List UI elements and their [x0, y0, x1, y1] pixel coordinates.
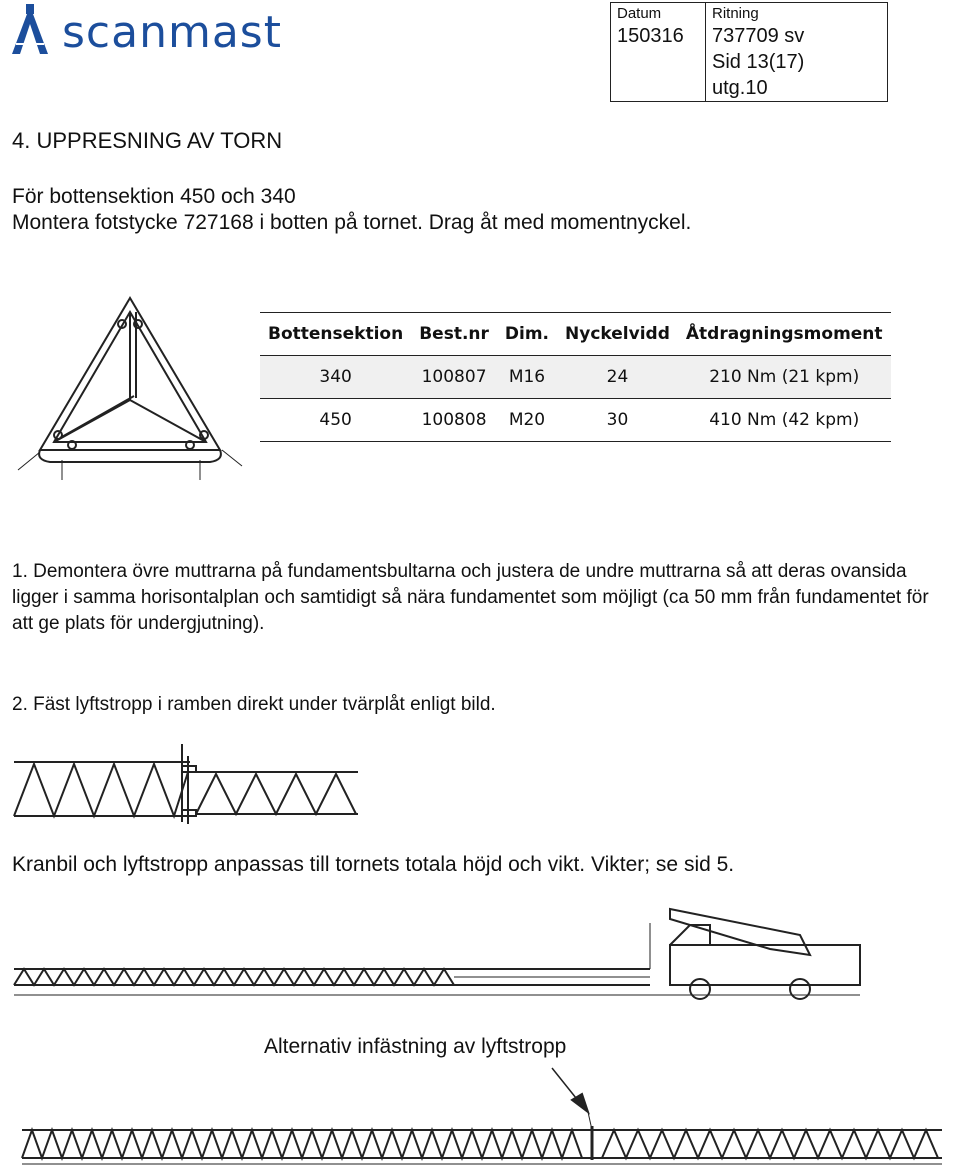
- step-2-text: 2. Fäst lyftstropp i ramben direkt under tvärplåt enligt bild.: [12, 694, 496, 715]
- ritning-label: Ritning: [712, 5, 759, 22]
- crane-note: Kranbil och lyftstropp anpassas till tornets totala höjd och vikt. Vikter; se sid 5.: [12, 853, 735, 876]
- intro-line-2: Montera fotstycke 727168 i botten på tornet. Drag åt med momentnyckel.: [12, 211, 692, 234]
- table-cell: M20: [497, 399, 557, 442]
- mast-logo-icon: [4, 4, 56, 58]
- company-logo: [4, 4, 304, 58]
- step-1-text: 1. Demontera övre muttrarna på fundamentsbultarna och justera de undre muttrarna så att deras ovansida ligger i samma horisontalplan och samtidigt så nära fundamentet som möjligt (ca 50 mm från fundamentet för att ge plats för undergjutning).: [12, 561, 929, 634]
- datum-label: Datum: [617, 5, 662, 22]
- table-cell: 410 Nm (42 kpm): [678, 399, 891, 442]
- intro-line-1: För bottensektion 450 och 340: [12, 185, 296, 208]
- alternative-attachment-drawing: [12, 1060, 952, 1170]
- document-info-box: [610, 2, 888, 102]
- table-cell: 100808: [411, 399, 497, 442]
- table-header: Åtdragningsmoment: [678, 313, 891, 356]
- table-cell: 100807: [411, 356, 497, 399]
- table-header: Best.nr: [411, 313, 497, 356]
- crane-truck-drawing: [10, 905, 870, 1005]
- page-number: Sid 13(17): [712, 51, 805, 73]
- torque-table: [260, 312, 891, 442]
- table-cell: 340: [260, 356, 411, 399]
- table-cell: 450: [260, 399, 411, 442]
- table-cell: M16: [497, 356, 557, 399]
- table-row: [260, 399, 891, 442]
- datum-value: 150316: [617, 25, 684, 47]
- section-title: 4. UPPRESNING AV TORN: [12, 128, 283, 153]
- table-header: Dim.: [497, 313, 557, 356]
- ritning-value: 737709 sv: [712, 25, 805, 47]
- table-cell: 24: [557, 356, 678, 399]
- table-header: Bottensektion: [260, 313, 411, 356]
- table-header-row: [260, 313, 891, 356]
- table-cell: 210 Nm (21 kpm): [678, 356, 891, 399]
- alternative-attachment-label: Alternativ infästning av lyftstropp: [264, 1035, 567, 1058]
- table-cell: 30: [557, 399, 678, 442]
- table-row: [260, 356, 891, 399]
- lattice-strap-drawing: [10, 742, 370, 832]
- logo-wordmark: scanmast: [62, 7, 282, 58]
- table-header: Nyckelvidd: [557, 313, 678, 356]
- base-section-drawing: [10, 290, 250, 490]
- edition: utg.10: [712, 77, 768, 99]
